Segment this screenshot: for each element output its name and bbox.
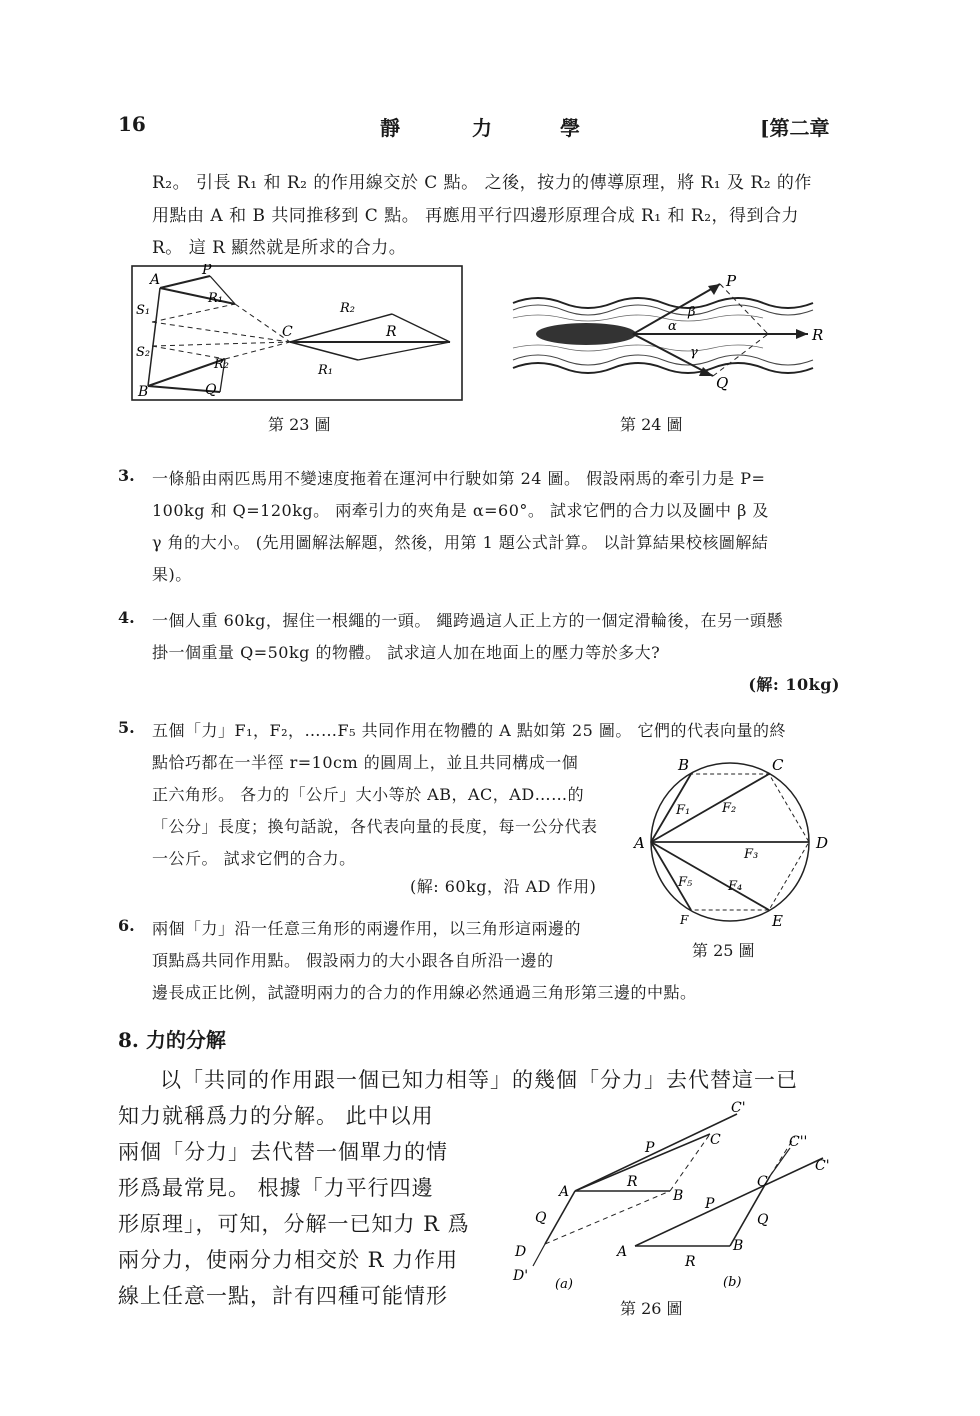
- fig23-label-r2-left: R₂: [214, 357, 229, 372]
- fig23-label-p: P: [202, 264, 212, 278]
- intro-line-3: R。 這 R 顯然就是所求的合力。: [152, 238, 407, 258]
- section-8-heading: 8. 力的分解: [118, 1028, 226, 1052]
- problem-5-line-1: 五個「力」F₁，F₂，……F₅ 共同作用在物體的 A 點如第 25 圖。 它們的代表向量的終: [152, 721, 786, 740]
- fig25-label-f3: F₃: [744, 847, 759, 862]
- fig26-label-r-right: R: [685, 1254, 696, 1270]
- figure-23: [130, 264, 465, 404]
- section-8-line-3: 形爲最常見。 根據「力平行四邊: [118, 1176, 434, 1200]
- fig24-label-gamma: γ: [690, 345, 698, 360]
- fig26-label-dprime: D': [513, 1268, 529, 1284]
- fig23-label-r: R: [386, 324, 397, 340]
- problem-5-line-5: 一公斤。 試求它們的合力。: [152, 849, 356, 868]
- fig23-label-r2-top: R₂: [340, 301, 355, 316]
- figure-25-caption: 第 25 圖: [692, 941, 755, 960]
- problem-3-line-2: 100kg 和 Q=120kg。 兩牽引力的夾角是 α=60°。 試求它們的合力以及圖中 β 及: [152, 501, 769, 520]
- problem-3-line-3: γ 角的大小。 (先用圖解法解題，然後，用第 1 題公式計算。 以計算結果校核圖解結: [152, 533, 769, 552]
- fig25-label-f2: F₂: [722, 801, 737, 816]
- fig24-label-r: R: [812, 326, 824, 344]
- figure-26: [505, 1096, 840, 1306]
- problem-6-line-1: 兩個「力」沿一任意三角形的兩邊作用，以三角形這兩邊的: [152, 919, 582, 938]
- running-title-char-3: 學: [560, 116, 580, 140]
- fig25-label-a: A: [634, 834, 645, 852]
- fig26-label-c-right: C: [757, 1174, 768, 1190]
- fig24-label-q: Q: [716, 374, 729, 392]
- fig25-label-d: D: [816, 834, 829, 852]
- fig26-label-r-left: R: [627, 1174, 638, 1190]
- fig26-label-p-right: P: [705, 1196, 715, 1212]
- section-8-line-6: 線上任意一點，計有四種可能情形: [118, 1284, 448, 1308]
- problem-3-line-4: 果)。: [152, 565, 192, 584]
- fig23-label-c: C: [282, 324, 293, 340]
- running-title-char-2: 力: [472, 116, 492, 140]
- intro-line-2: 用點由 A 和 B 共同推移到 C 點。 再應用平行四邊形原理合成 R₁ 和 R₂，得到合力: [152, 206, 800, 226]
- fig26-sub-b: (b): [723, 1275, 742, 1290]
- problem-5-number: 5.: [118, 718, 135, 737]
- fig25-label-f5: F₅: [678, 875, 693, 890]
- problem-6-line-3: 邊長成正比例，試證明兩力的合力的作用線必然通過三角形第三邊的中點。: [152, 983, 697, 1002]
- problem-6-number: 6.: [118, 916, 135, 935]
- fig25-label-f: F: [680, 913, 689, 927]
- problem-4-line-1: 一個人重 60kg，握住一根繩的一頭。 繩跨過這人正上方的一個定滑輪後，在另一頭懸: [152, 611, 783, 630]
- figure-26-caption: 第 26 圖: [620, 1299, 683, 1318]
- fig25-label-b: B: [678, 756, 690, 774]
- section-8-line-2: 兩個「分力」去代替一個單力的情: [118, 1140, 448, 1164]
- intro-line-1: R₂。 引長 R₁ 和 R₂ 的作用線交於 C 點。 之後，按力的傳導原理，將 R₁ 及 R₂ 的作: [152, 173, 812, 193]
- fig26-label-cprime-left: C': [731, 1100, 746, 1116]
- section-8-line-1: 知力就稱爲力的分解。 此中以用: [118, 1104, 434, 1128]
- fig23-label-s1: S₁: [136, 303, 151, 318]
- fig23-label-s2: S₂: [136, 345, 151, 360]
- fig26-label-cprime-right: C': [815, 1158, 830, 1174]
- fig25-label-c: C: [772, 756, 784, 774]
- fig26-label-b-right: B: [733, 1238, 744, 1254]
- fig24-label-beta: β: [688, 305, 696, 320]
- fig25-label-f4: F₄: [728, 879, 743, 894]
- section-8-line-5: 兩分力，使兩分力相交於 R 力作用: [118, 1248, 459, 1272]
- fig26-label-q-left: Q: [535, 1210, 547, 1226]
- figure-24: [508, 268, 838, 398]
- fig26-label-b-left: B: [673, 1188, 684, 1204]
- fig23-label-r1-left: R₁: [208, 291, 223, 306]
- fig24-label-p: P: [726, 272, 737, 290]
- fig26-label-a-right: A: [617, 1244, 628, 1260]
- fig26-label-c-left: C: [710, 1132, 721, 1148]
- chapter-label: [第二章: [760, 116, 830, 140]
- fig26-label-p-left: P: [645, 1140, 655, 1156]
- fig23-label-q: Q: [205, 382, 217, 398]
- fig25-label-f1: F₁: [676, 803, 691, 818]
- problem-5-line-2: 點恰巧都在一半徑 r=10cm 的圓周上，並且共同構成一個: [152, 753, 579, 772]
- fig24-label-alpha: α: [668, 319, 677, 334]
- section-8-lead: 以「共同的作用跟一個已知力相等」的幾個「分力」去代替這一已: [160, 1068, 798, 1092]
- fig25-label-e: E: [772, 912, 783, 930]
- problem-5-line-4: 「公分」長度；換句話說，各代表向量的長度，每一公分代表: [152, 817, 598, 836]
- fig26-label-a-left: A: [559, 1184, 570, 1200]
- problem-5-answer: (解: 60kg，沿 AD 作用): [410, 877, 597, 896]
- problem-4-answer: (解: 10kg): [748, 675, 840, 694]
- fig26-label-q-right: Q: [757, 1212, 769, 1228]
- problem-4-line-2: 掛一個重量 Q=50kg 的物體。 試求這人加在地面上的壓力等於多大?: [152, 643, 661, 662]
- problem-3-number: 3.: [118, 466, 135, 485]
- fig26-label-d: D: [515, 1244, 527, 1260]
- figure-23-caption: 第 23 圖: [268, 415, 331, 434]
- fig23-label-b: B: [138, 384, 149, 400]
- figure-25: [630, 752, 845, 932]
- problem-4-number: 4.: [118, 608, 135, 627]
- running-title-char-1: 靜: [380, 116, 400, 140]
- fig23-label-a: A: [150, 272, 161, 288]
- problem-5-line-3: 正六角形。 各力的「公斤」大小等於 AB，AC，AD……的: [152, 785, 585, 804]
- fig26-sub-a: (a): [555, 1277, 573, 1292]
- page-number: 16: [118, 112, 146, 136]
- problem-3-line-1: 一條船由兩匹馬用不變速度拖着在運河中行駛如第 24 圖。 假設兩馬的牽引力是 P=: [152, 469, 766, 488]
- problem-6-line-2: 頂點爲共同作用點。 假設兩力的大小跟各自所沿一邊的: [152, 951, 554, 970]
- fig23-label-r1-right: R₁: [318, 363, 333, 378]
- figure-24-caption: 第 24 圖: [620, 415, 683, 434]
- section-8-line-4: 形原理」，可知，分解一已知力 R 爲: [118, 1212, 470, 1236]
- fig26-label-cdoubleprime: C'': [789, 1134, 808, 1150]
